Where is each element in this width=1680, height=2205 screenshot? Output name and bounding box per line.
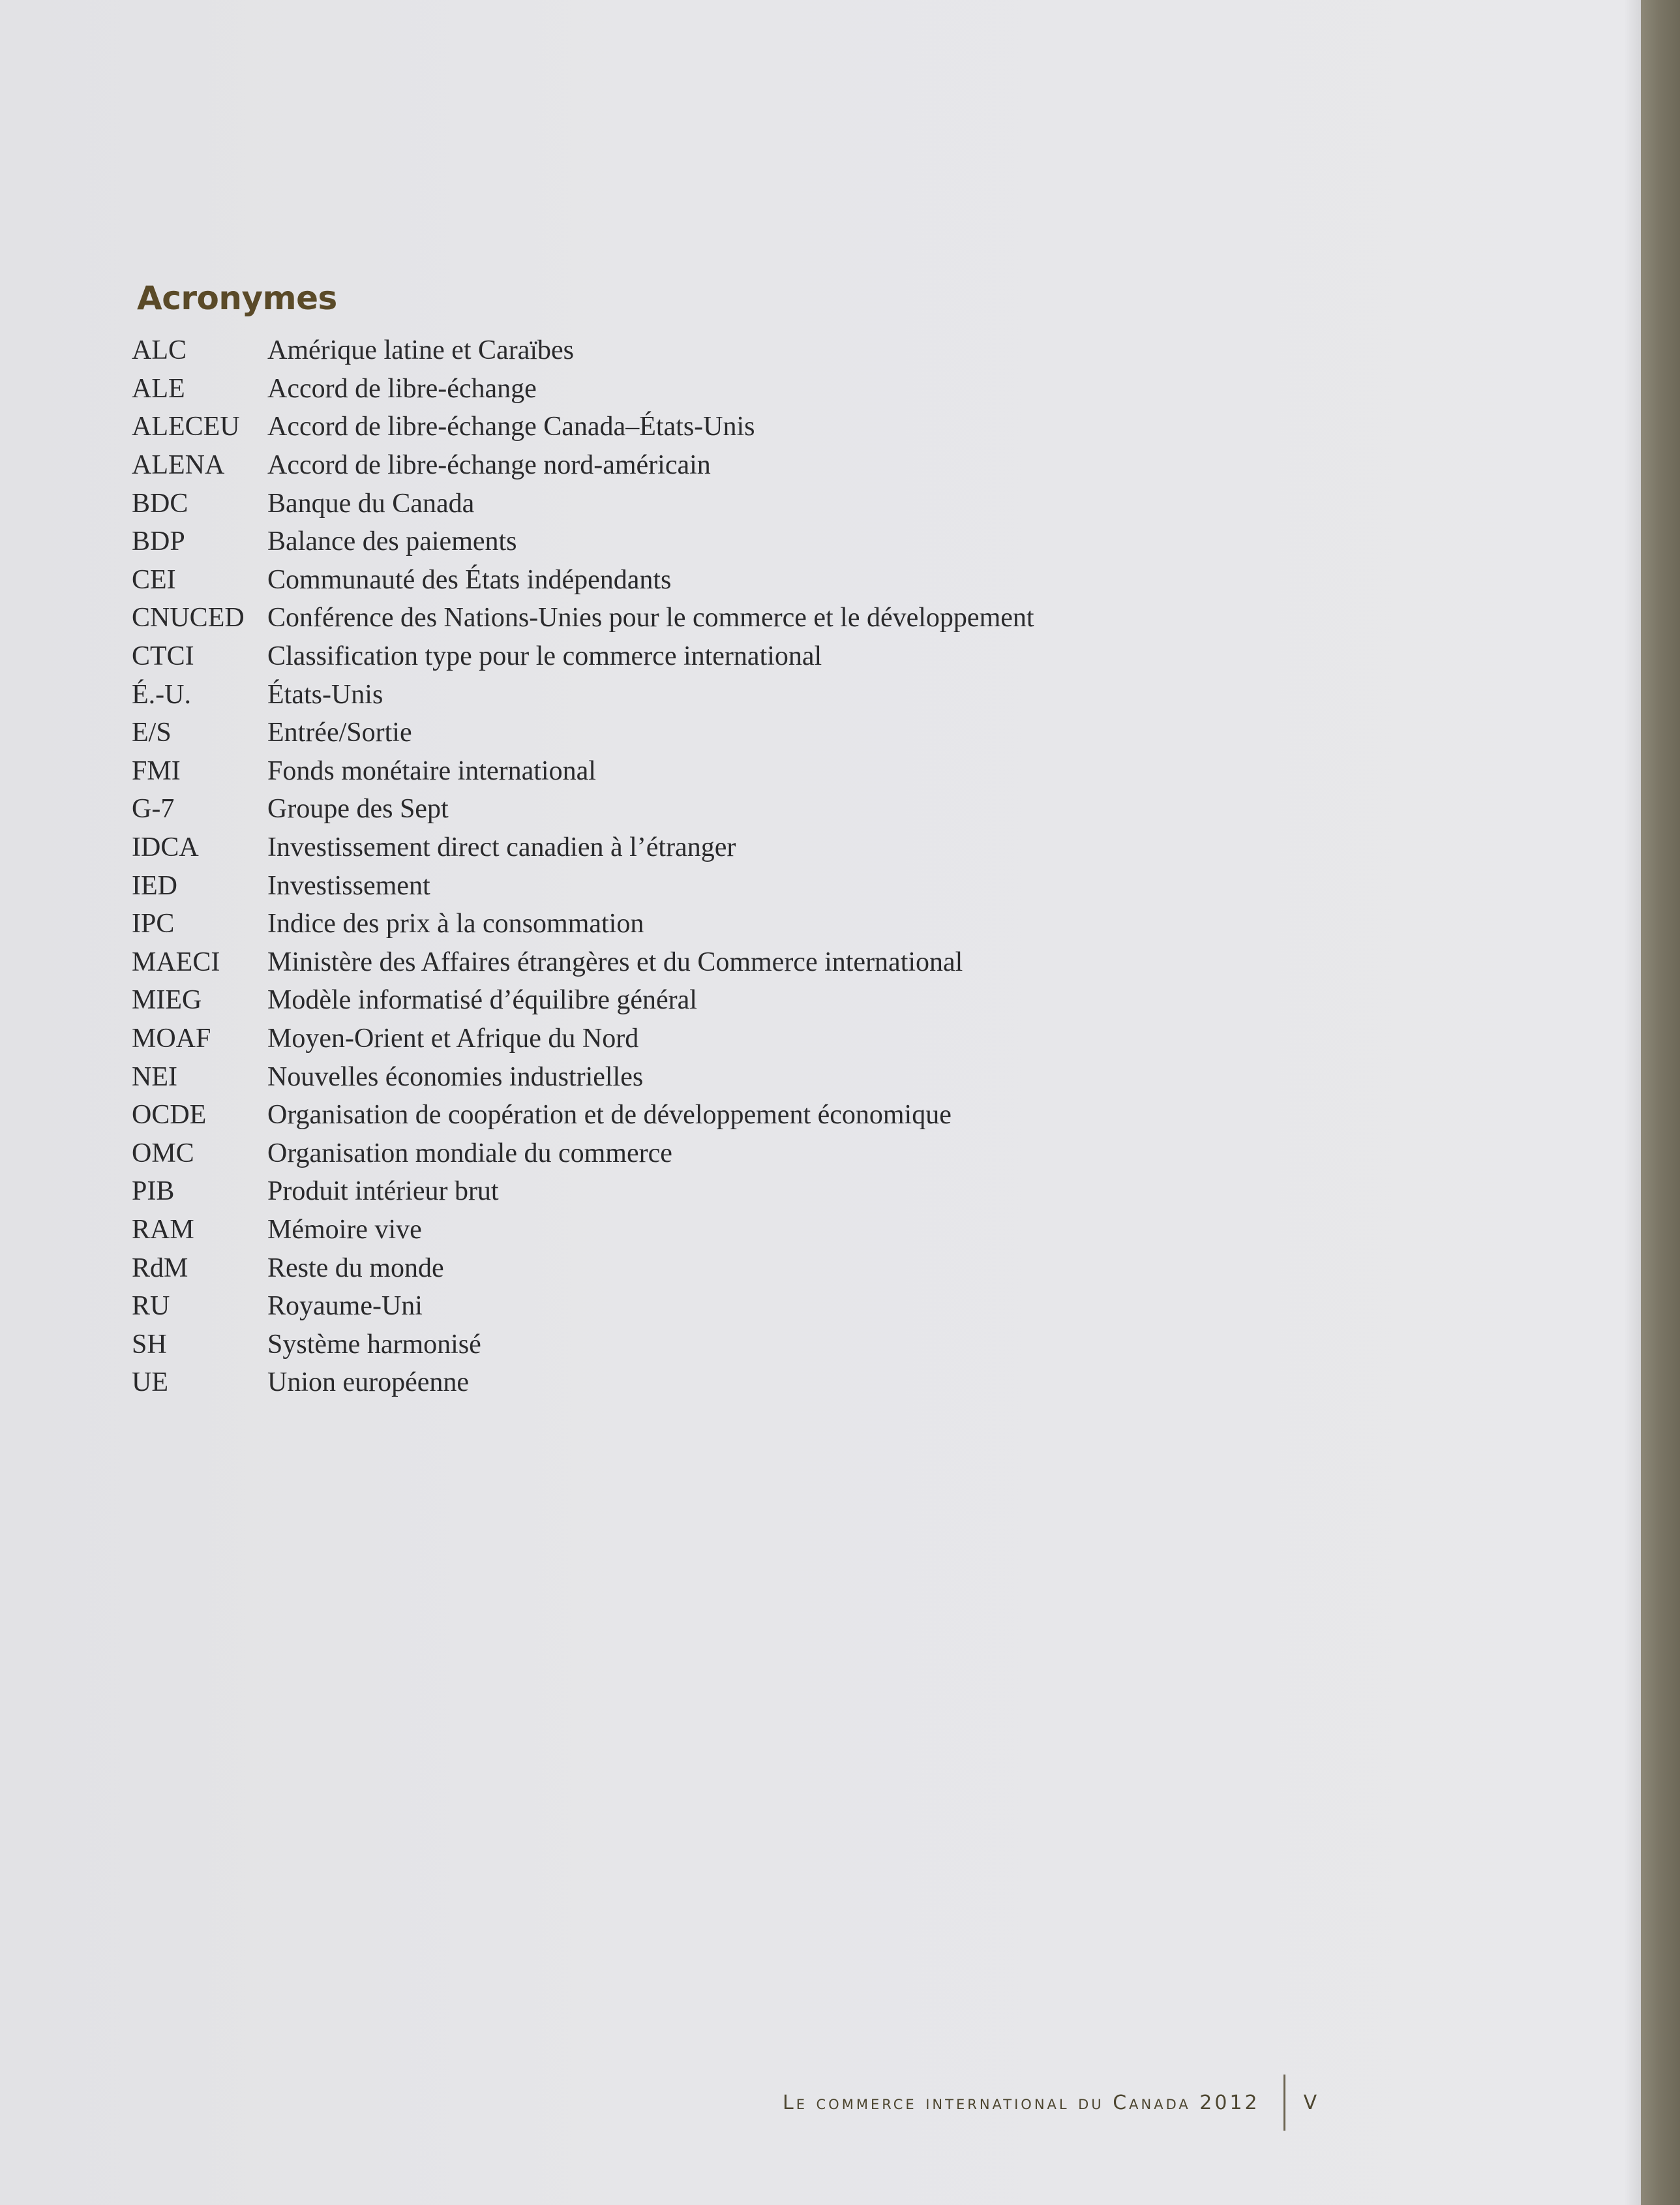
page-gutter-shadow bbox=[1624, 0, 1641, 2205]
acronym-definition: Communauté des États indépendants bbox=[267, 564, 672, 595]
acronym-abbreviation: BDC bbox=[132, 488, 188, 519]
acronym-abbreviation: ALENA bbox=[132, 450, 225, 481]
acronym-row bbox=[132, 1211, 1034, 1249]
acronym-abbreviation: E/S bbox=[132, 718, 172, 748]
acronym-row bbox=[132, 714, 1034, 752]
acronym-abbreviation: PIB bbox=[132, 1176, 175, 1207]
acronym-abbreviation: IPC bbox=[132, 909, 175, 939]
acronym-row bbox=[132, 1172, 1034, 1211]
acronym-row bbox=[132, 752, 1034, 791]
acronym-definition: Conférence des Nations-Unies pour le commerce et le développement bbox=[267, 603, 1034, 633]
footer-publication-title: Le commerce international du Canada 2012 bbox=[783, 2091, 1260, 2114]
acronym-abbreviation: ALC bbox=[132, 335, 187, 366]
acronym-definition: Royaume-Uni bbox=[267, 1291, 423, 1322]
acronym-abbreviation: ALECEU bbox=[132, 412, 240, 442]
acronym-row bbox=[132, 790, 1034, 829]
acronym-abbreviation: MAECI bbox=[132, 947, 220, 977]
acronym-abbreviation: CTCI bbox=[132, 641, 194, 672]
acronym-definition: Produit intérieur brut bbox=[267, 1176, 499, 1207]
acronym-abbreviation: OMC bbox=[132, 1138, 194, 1168]
acronym-row bbox=[132, 637, 1034, 676]
page-footer bbox=[783, 2075, 1370, 2131]
acronym-definition: Système harmonisé bbox=[267, 1329, 481, 1360]
acronym-row bbox=[132, 675, 1034, 714]
acronym-row bbox=[132, 408, 1034, 446]
page-heading: Acronymes bbox=[137, 279, 337, 317]
acronym-definition: Investissement bbox=[267, 870, 430, 901]
acronym-row bbox=[132, 1134, 1034, 1172]
acronym-definition: Nouvelles économies industrielles bbox=[267, 1061, 644, 1092]
acronym-abbreviation: ALE bbox=[132, 373, 185, 404]
acronym-abbreviation: É.-U. bbox=[132, 679, 191, 710]
acronym-definition: Moyen-Orient et Afrique du Nord bbox=[267, 1023, 639, 1054]
acronym-row bbox=[132, 1287, 1034, 1326]
acronym-definition: Investissement direct canadien à l’étranger bbox=[267, 832, 736, 863]
acronym-row bbox=[132, 1325, 1034, 1363]
acronym-abbreviation: UE bbox=[132, 1367, 168, 1398]
acronym-definition: Modèle informatisé d’équilibre général bbox=[267, 985, 697, 1016]
acronym-abbreviation: RAM bbox=[132, 1214, 194, 1245]
acronym-row bbox=[132, 561, 1034, 600]
acronym-row bbox=[132, 1096, 1034, 1134]
book-page-edge bbox=[1641, 0, 1680, 2205]
acronym-definition: Organisation mondiale du commerce bbox=[267, 1138, 672, 1168]
acronym-definition: Accord de libre-échange bbox=[267, 373, 537, 404]
acronym-definition: Indice des prix à la consommation bbox=[267, 909, 644, 939]
acronym-definition: États-Unis bbox=[267, 679, 383, 710]
acronym-definition: Classification type pour le commerce international bbox=[267, 641, 822, 672]
acronym-abbreviation: IED bbox=[132, 870, 177, 901]
acronym-row bbox=[132, 1057, 1034, 1096]
acronym-row bbox=[132, 484, 1034, 523]
acronym-definition: Reste du monde bbox=[267, 1253, 444, 1283]
acronym-row bbox=[132, 905, 1034, 943]
acronym-row bbox=[132, 943, 1034, 982]
footer-divider bbox=[1283, 2075, 1285, 2131]
acronym-abbreviation: FMI bbox=[132, 755, 181, 786]
acronym-row bbox=[132, 599, 1034, 637]
acronym-row bbox=[132, 1020, 1034, 1058]
acronym-abbreviation: CEI bbox=[132, 564, 176, 595]
acronym-abbreviation: MIEG bbox=[132, 985, 202, 1016]
acronym-definition: Organisation de coopération et de développement économique bbox=[267, 1100, 952, 1131]
acronym-definition: Fonds monétaire international bbox=[267, 755, 596, 786]
acronym-abbreviation: NEI bbox=[132, 1061, 177, 1092]
page-number: V bbox=[1303, 2091, 1319, 2114]
acronym-row bbox=[132, 370, 1034, 408]
acronym-definition: Balance des paiements bbox=[267, 526, 517, 557]
acronym-row bbox=[132, 523, 1034, 561]
acronym-row bbox=[132, 866, 1034, 905]
acronym-row bbox=[132, 1249, 1034, 1287]
acronym-definition: Entrée/Sortie bbox=[267, 718, 412, 748]
acronym-abbreviation: RdM bbox=[132, 1253, 188, 1283]
acronym-row bbox=[132, 446, 1034, 485]
acronym-abbreviation: IDCA bbox=[132, 832, 199, 863]
acronym-row bbox=[132, 829, 1034, 867]
acronym-definition: Ministère des Affaires étrangères et du Commerce international bbox=[267, 947, 963, 977]
acronym-row bbox=[132, 981, 1034, 1020]
acronym-definition: Union européenne bbox=[267, 1367, 470, 1398]
acronym-abbreviation: BDP bbox=[132, 526, 185, 557]
acronym-row bbox=[132, 331, 1034, 370]
acronym-abbreviation: SH bbox=[132, 1329, 167, 1360]
acronym-abbreviation: CNUCED bbox=[132, 603, 245, 633]
acronym-abbreviation: RU bbox=[132, 1291, 170, 1322]
acronym-definition: Accord de libre-échange nord-américain bbox=[267, 450, 711, 481]
acronym-abbreviation: G-7 bbox=[132, 794, 175, 825]
acronym-definition: Groupe des Sept bbox=[267, 794, 449, 825]
acronym-list bbox=[132, 331, 1034, 1402]
acronym-definition: Banque du Canada bbox=[267, 488, 475, 519]
acronym-definition: Accord de libre-échange Canada–États-Unis bbox=[267, 412, 755, 442]
acronym-definition: Amérique latine et Caraïbes bbox=[267, 335, 574, 366]
acronym-definition: Mémoire vive bbox=[267, 1214, 422, 1245]
acronym-row bbox=[132, 1363, 1034, 1402]
acronym-abbreviation: MOAF bbox=[132, 1023, 211, 1054]
acronym-abbreviation: OCDE bbox=[132, 1100, 207, 1131]
